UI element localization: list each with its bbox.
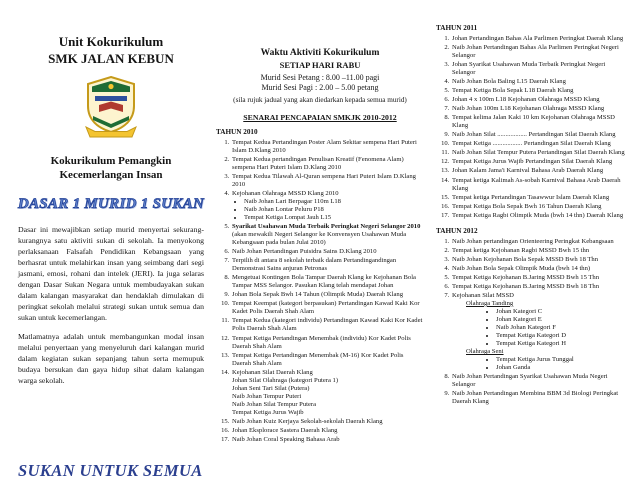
achievement-item — [451, 167, 626, 175]
achievement-bullet: • Tempat Ketiga Kategori D — [496, 332, 626, 340]
achievement-text: Tempat ketiga Kejohanan Ragbi MSSD Bwh 15 thn — [452, 246, 590, 254]
achievement-text: Johan Syarikat Usahawan Muda Terbaik Peringkat Negeri Selangor — [452, 61, 606, 77]
achievement-item — [451, 247, 626, 255]
achievement-text: Tempat Ketiga Pertandingan Menembak (individu) Kor Kadet Polis Daerah Shah Alam — [232, 334, 411, 350]
achievement-text: Naib Johan Pertandingan Syarikat Usahawan Muda Negeri Selangor — [452, 373, 608, 389]
achievement-item — [231, 335, 424, 351]
achievement-text: Tempat Ketiga Bola Sepak Bwh 16 Tahun Daerah Klang — [452, 202, 602, 210]
achievement-item — [231, 418, 424, 426]
achievement-item — [231, 427, 424, 435]
achievement-text: Tempat Ketiga Jurus Wajib Pertandingan Silat Daerah Klang — [452, 158, 613, 166]
achievement-text: Naib Johan Silat .................. Pertandingan Silat Daerah Klang — [452, 131, 616, 139]
unit-title-line1: Unit Kokurikulum — [58, 34, 164, 49]
achievement-text: Naib Johan 100m L18 Kejohanan Olahraga MSSD Klang — [452, 105, 605, 113]
achievement-item — [451, 390, 626, 406]
achievement-item — [451, 140, 626, 148]
achievement-bullet: • Naib Johan Kategori F — [496, 324, 626, 332]
achievement-bullet: • Tempat Ketiga Lompat Jauh L15 — [244, 214, 424, 222]
achievement-item — [451, 114, 626, 130]
achievement-text: Tempat Ketiga Kejohanan B.Jaring MSSD Bwh 18 Thn — [452, 282, 600, 290]
schedule-block — [216, 48, 424, 104]
achievement-item — [451, 44, 626, 60]
motto-text: Kokurikulum Pemangkin Kecemerlangan Insan — [50, 154, 172, 181]
section-title: Olahraga Tanding — [466, 299, 514, 307]
achievement-item — [451, 212, 626, 220]
achievement-bullet: • Johan Kategori E — [496, 316, 626, 324]
achievement-item — [231, 369, 424, 417]
section-title: Olahraga Seni — [466, 348, 504, 356]
middle-panel — [216, 24, 424, 481]
school-crest-logo — [84, 76, 138, 143]
achievement-sublist — [232, 198, 424, 222]
achievement-text: Tempat ketiga Pertandingan Tasawwur Islam Daerah Klang — [452, 193, 610, 201]
achievement-bullet: • Tempat Ketiga Jurus Tunggal — [496, 356, 626, 364]
year-2012-label: TAHUN 2012 — [436, 226, 478, 235]
achievement-item — [231, 291, 424, 299]
achievement-bullet: • Tempat Ketiga Kategori H — [496, 340, 626, 348]
achievement-item — [231, 300, 424, 316]
achievement-sublist — [452, 308, 626, 348]
achievement-text: Tempat Ketiga Ragbi Olimpik Muda (bwh 14 thn) Daerah Klang — [452, 211, 624, 219]
achievement-item — [451, 177, 626, 193]
achievement-text: Tempat Ketiga Pertandingan Menembak (M-16) Kor Kadet Polis Daerah Shah Alam — [232, 351, 404, 367]
achievement-item — [451, 78, 626, 86]
achievement-text: Kejohanan Silat MSSD — [452, 291, 514, 299]
achievement-text: Johan 4 x 100m L18 Kejohanan Olahraga MSSD Klang — [452, 96, 600, 104]
achievement-text: Johan Kalam Jama'i Karnival Bahasa Arab Daerah Klang — [452, 167, 604, 175]
schedule-title: Waktu Aktiviti Kokurikulum — [260, 48, 380, 58]
achievement-text: Naib Johan Bola Baling L15 Daerah Klang — [452, 78, 566, 86]
slogan-text: SUKAN UNTUK SEMUA — [18, 461, 203, 480]
achievement-subline: (akan mewakili Negeri Selangor ke Konvensyen Usahawan Muda Kebangsaan pada bulan Julai 2010) — [232, 231, 407, 247]
achievement-item — [231, 248, 424, 256]
achievement-sublist — [452, 356, 626, 372]
achievement-item — [231, 173, 424, 189]
achievement-item — [451, 131, 626, 139]
achievement-item — [231, 436, 424, 444]
achievement-item — [451, 35, 626, 43]
left-panel — [18, 24, 204, 481]
achievement-subline: Johan Seni Tari Silat (Putera) — [232, 384, 310, 392]
goal-paragraph: Matlamatnya adalah untuk membangunkan modal insan melalui penyertaan yang menyeluruh dari kalangan murid dalam kegiatan sukan sepanjang tahun serta memupuk budaya bersukan dan gaya hidup sihat dalam kalangan warga sekolah. — [18, 332, 204, 386]
achievement-text: Tempat Kedua (kategori individu) Pertandingan Kawad Kaki Kor Kadet Polis Daerah Shah Alam — [232, 317, 423, 333]
crest-graphic — [84, 76, 138, 138]
achievement-item — [231, 257, 424, 273]
achievement-subline: Naib Johan Tempur Puteri — [232, 392, 302, 400]
achievement-text: Tempat Ketiga Bola Sepak L18 Daerah Klang — [452, 87, 574, 95]
achievements-2010-list — [216, 139, 424, 444]
achievement-item — [231, 352, 424, 368]
achievement-text: Kejohanan Silat Daerah Klang — [232, 368, 313, 376]
year-2010-label: TAHUN 2010 — [216, 127, 258, 136]
achievement-item — [231, 274, 424, 290]
achievement-item — [231, 317, 424, 333]
achievement-text: Johan Bola Sepak Bwh 14 Tahun (Olimpik Muda) Daerah Klang — [232, 291, 404, 299]
achievement-text: Tempat kelima Jalan Kaki 10 km Kejohanan Olahraga MSSD Klang — [452, 114, 615, 130]
achievement-item — [451, 194, 626, 202]
achievement-text: Syarikat Usahawan Muda Terbaik Peringkat Negeri Selangor 2010 — [232, 223, 421, 231]
achievement-text: Naib Johan Pertandingan Puisidra Sains D.Klang 2010 — [232, 248, 377, 256]
achievement-text: Johan Eksplorace Sastera Daerah Klang — [232, 426, 338, 434]
achievement-bullet: • Naib Johan Lontar Peluru P18 — [244, 206, 424, 214]
achievement-text: Johan Pertandingan Bahas Ala Parlimen Peringkat Daerah Klang — [452, 35, 624, 42]
achievement-item — [451, 292, 626, 372]
achievement-item — [451, 105, 626, 113]
achievement-item — [451, 256, 626, 264]
achievement-item — [451, 96, 626, 104]
achievements-title: SENARAI PENCAPAIAN SMKJK 2010-2012 — [243, 112, 397, 122]
achievement-item — [451, 149, 626, 157]
achievement-item — [451, 265, 626, 273]
achievement-text: Tempat Kedua Pertandingan Poster Alam Sekitar sempena Hari Puteri Islam D.Klang 2010 — [232, 138, 417, 154]
achievement-item — [451, 203, 626, 211]
achievement-bullet: • Johan Ganda — [496, 364, 626, 372]
achievements-2012-list — [436, 238, 626, 407]
achievement-bullet: • Johan Kategori C — [496, 308, 626, 316]
achievement-item — [451, 373, 626, 389]
right-panel — [436, 24, 626, 481]
achievement-text: Tempat Ketiga .................. Pertandingan Silat Daerah Klang — [452, 140, 611, 148]
achievement-bullet: • Naib Johan Lari Berpagar 110m L18 — [244, 198, 424, 206]
achievement-item — [451, 87, 626, 95]
achievement-text: Tempat Keempat (kategori berpasukan) Pertandingan Kawad Kaki Kor Kadet Polis Daerah Shah Alam — [232, 300, 420, 316]
achievement-item — [231, 190, 424, 222]
achievement-text: Naib Johan Pertandingan Membina BBM 3d Biologi Peringkat Daerah Klang — [452, 390, 619, 406]
achievement-item — [451, 283, 626, 291]
schedule-line-morning-session: Murid Sesi Pagi : 2.00 – 5.00 petang — [261, 83, 379, 93]
achievement-text: Naib Johan Kuiz Kerjaya Sekolah-sekolah Daerah Klang — [232, 417, 383, 425]
achievement-item — [451, 61, 626, 77]
dasar-1m1s-banner: DASAR 1 MURID 1 SUKAN — [17, 196, 205, 213]
achievement-item — [231, 223, 424, 247]
achievement-text: Terpilih di antara 8 sekolah terbaik dalam Pertandingandingan Demonstrasi Sains anjuran Petronas — [232, 257, 397, 273]
achievement-item — [451, 274, 626, 282]
achievement-subline: Tempat Ketiga Jurus Wajib — [232, 408, 304, 416]
schedule-line-afternoon-session: Murid Sesi Petang : 8.00 –11.00 pagi — [260, 73, 380, 82]
achievement-text: Kejohanan Olahraga MSSD Klang 2010 — [232, 189, 339, 197]
achievement-text: Naib Johan Silat Tempur Putera Pertandingan Silat Daerah Klang — [452, 149, 625, 157]
achievement-text: Naib Johan Coral Speaking Bahasa Arab — [232, 435, 340, 443]
achievement-text: Naib Johan Pertandingan Bahas Ala Parlimen Peringkat Negeri Selangor — [452, 44, 619, 60]
achievement-text: Tempat Kedua Tilawah Al-Quran sempena Hari Puteri Islam D.Klang 2010 — [232, 172, 416, 188]
achievement-item — [231, 139, 424, 155]
policy-paragraph: Dasar ini mewajibkan setiap murid menyertai sekurang-kurangnya satu aktiviti sukan di sekolah. Ia menyokong perlaksanaan Falsafah Pendidikan Kebangsaan yang berhasrat untuk melahirkan insan yang seimbang dari segi jasmani, emosi, rohani dan intelek (JERI). Ia juga selaras dengan Dasar Sukan Negara untuk membudayakan sukan dalam kalangan masyarakat dan hendaklah dimulakan di peringkat sekolah melalui strategi sukan untuk semua dan sukan untuk kecemerlangan. — [18, 225, 204, 322]
achievement-text: Naib Johan Bola Sepak Olimpik Muda (bwh 14 thn) — [452, 264, 591, 272]
year-2011-label: TAHUN 2011 — [436, 24, 478, 32]
achievement-text: Naib Johan pertandingan Orienteering Peringkat Kebangsaan — [452, 237, 614, 245]
achievement-item — [231, 156, 424, 172]
achievements-2011-list — [436, 35, 626, 220]
achievement-subline: Naib Johan Silat Tempur Putera — [232, 400, 317, 408]
achievement-text: Tempat ketiga Kalimah As-sobah Karnival Bahasa Arab Daerah Klang — [452, 176, 621, 192]
schedule-day: SETIAP HARI RABU — [279, 60, 361, 70]
schedule-note: (sila rujuk jadual yang akan diedarkan kepada semua murid) — [233, 95, 407, 104]
achievement-item — [451, 238, 626, 246]
achievement-subline: Johan Silat Olahraga (kategori Putera 1) — [232, 376, 339, 384]
unit-title-line2: SMK JALAN KEBUN — [48, 50, 174, 66]
achievement-text: Mengetuai Kontingen Bola Tampar Daerah Klang ke Kejohanan Bola Tampar MSS Selangor. Pasukan Klang telah mendapat Johan — [232, 274, 416, 290]
unit-title — [48, 34, 174, 68]
achievement-item — [451, 158, 626, 166]
achievement-text: Naib Johan Kejohanan Bola Sepak MSSD Bwh 18 Thn — [452, 255, 599, 263]
achievement-text: Tempat Ketiga Kejohanan B.Jaring MSSD Bwh 15 Thn — [452, 273, 600, 281]
achievement-text: Tempat Kedua pertandingan Penulisan Kreatif (Fenomena Alam) sempena Hari Puteri Islam D.Klang 2010 — [232, 155, 404, 171]
